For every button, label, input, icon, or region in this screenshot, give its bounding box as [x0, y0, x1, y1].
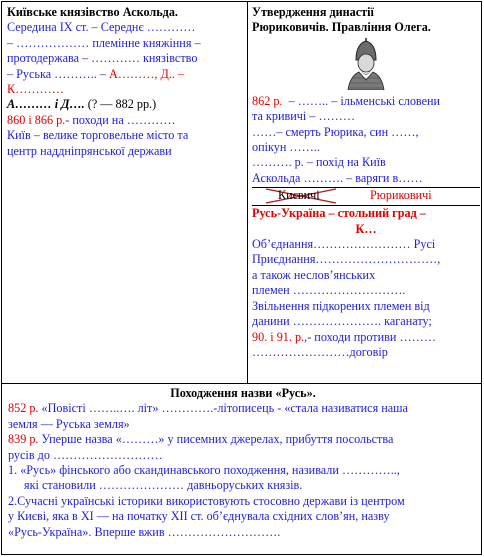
text-line: які становили ………………… давньоруських князів. — [24, 478, 303, 493]
text-line: Приєднання…………………………, — [252, 252, 441, 267]
campaign-text: - походи на ………… — [65, 112, 176, 127]
text-line: данини …………………. каганату; — [252, 314, 432, 329]
text-line: центр наддніпрянської держави — [7, 143, 172, 158]
oleg-reign-cell — [252, 5, 480, 360]
year-852: 852 р. — [8, 401, 39, 416]
text-fragment: – …….. – ільменські словени — [288, 93, 441, 108]
ryurykovychi-label: Рюриковичі — [370, 188, 432, 203]
text-line: ……………………договір — [252, 344, 388, 359]
text-line: 2.Сучасні українські історики використовують стосовно держави із центром — [8, 493, 405, 508]
text-line: ……– смерть Рюрика, син ……, — [252, 124, 419, 139]
text-line: опікун …….. — [252, 140, 320, 155]
text-line: а також несловʼянських — [252, 267, 376, 282]
text-line: Середина IX ст. – Середнє ………… — [7, 20, 196, 35]
text-fragment: Уперше назва «………» у писемних джерелах, прибуття посольства — [38, 432, 394, 447]
text-line: русів до ……………………… — [8, 447, 163, 462]
rulers-names: А……… і Д…. — [7, 97, 88, 112]
text-line: «Русь-Україна». Вперше вжив ………………………. — [8, 524, 281, 539]
oleg-section-title: Рюриковичів. Правління Олега. — [252, 20, 431, 35]
text-line: Аскольда ………. – варяги в…… — [252, 170, 423, 185]
origin-section-title: Походження назви «Русь». — [170, 386, 316, 400]
kyivichi-label: Києвичі — [278, 188, 320, 203]
rus-ukraine-heading: Русь-Україна – стольний град – — [252, 206, 426, 221]
text-line — [8, 432, 478, 447]
rulers-blank: А………, Д.. – — [109, 66, 185, 81]
text-fragment: «Повісті ……..…. літ» ………….-літописець - «стала називатися наша — [38, 401, 408, 416]
text-line: земля — Руська земля» — [8, 416, 130, 431]
text-line: – ……………… племінне княжіння – — [7, 35, 201, 50]
text-fragment: ,- походи противи ……… — [304, 329, 437, 344]
oleg-section-title: Утвердження династії — [252, 5, 374, 19]
text-line: у Києві, яка в XI — на початку XII ст. об’єднувала східних слов’ян, назву — [8, 509, 390, 524]
oleg-portrait-icon — [342, 38, 390, 90]
text-line: К………… — [7, 82, 64, 97]
text-line — [252, 330, 480, 345]
dynasty-change-row — [252, 188, 480, 204]
text-line: ………. р. – похід на Київ — [252, 155, 386, 170]
rus-name-origin-cell — [8, 386, 478, 540]
text-line: 1. «Русь» фінського або скандинавського походження, називали ………….., — [8, 463, 400, 478]
rulers-years: (? — 882 рр.) — [87, 97, 157, 112]
campaign-years: 90. і 91. р. — [252, 329, 305, 344]
text-line: протодержава – ………… князівство — [7, 51, 198, 66]
text-line — [7, 67, 245, 82]
summary-table — [1, 1, 482, 555]
text-line: та кривичі – ……… — [252, 109, 356, 124]
text-line — [252, 94, 480, 109]
text-fragment: – Руська ……….. – — [7, 66, 110, 81]
text-line — [7, 113, 245, 128]
text-line: племен ………………………. — [252, 283, 406, 298]
text-line: Звільнення підкорених племен від — [252, 298, 430, 313]
text-line: Київ – велике торговельне місто та — [7, 128, 189, 143]
campaign-years: 860 і 866 р. — [7, 112, 66, 127]
askold-principality-cell — [7, 5, 245, 159]
text-line — [7, 97, 245, 112]
column-divider — [247, 2, 248, 383]
year-862: 862 р. — [252, 93, 283, 108]
year-839: 839 р. — [8, 432, 39, 447]
text-line — [8, 401, 478, 416]
askold-section-title: Київське князівство Аскольда. — [7, 5, 178, 19]
text-line: Об’єднання…………………… Русі — [252, 237, 436, 252]
capital-blank: К… — [355, 221, 377, 236]
row-divider — [2, 383, 481, 384]
